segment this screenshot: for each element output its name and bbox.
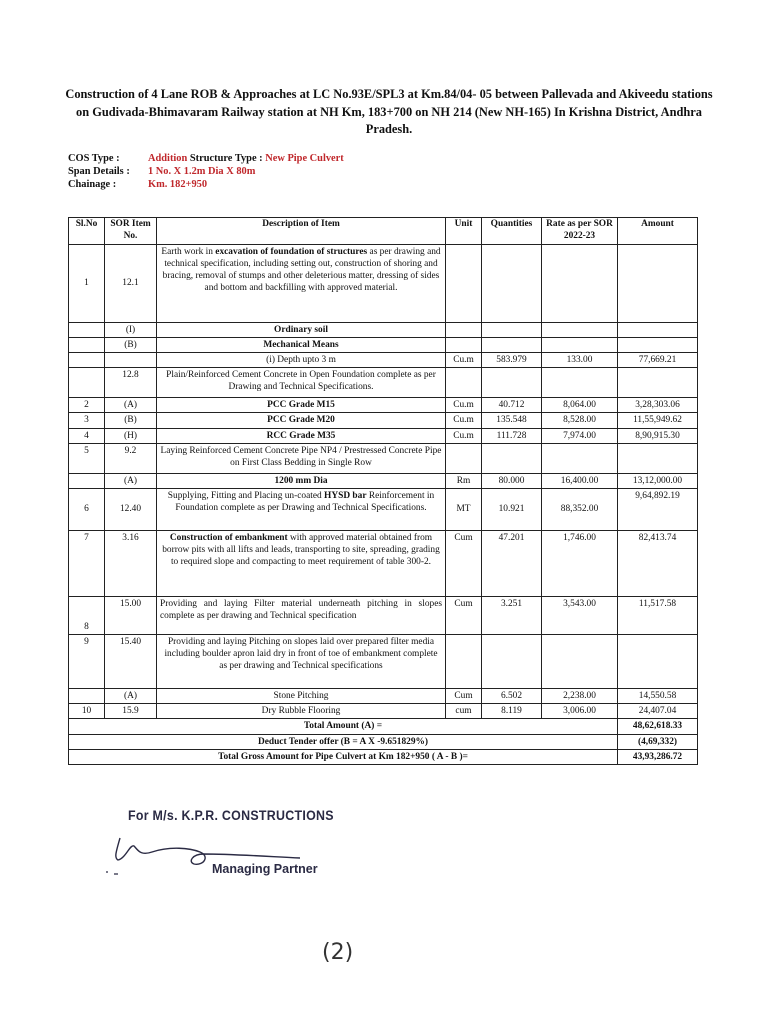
cell-description: Stone Pitching (157, 689, 446, 704)
cell-unit (446, 322, 482, 337)
chainage-line (68, 178, 344, 191)
desc-lead: Earth work in (161, 246, 216, 257)
cell-amount: 24,407.04 (618, 704, 698, 719)
cell-description: (i) Depth upto 3 m (157, 353, 446, 368)
cell-slno: 5 (69, 443, 105, 473)
cos-details (68, 152, 344, 191)
span-details-line (68, 165, 344, 178)
cell-amount: 9,64,892.19 (618, 489, 698, 531)
cell-slno (69, 353, 105, 368)
cell-sor: 15.9 (105, 704, 157, 719)
cell-description: Dry Rubble Flooring (157, 704, 446, 719)
cell-unit: Cum (446, 597, 482, 635)
deduct-value: (4,69,332) (618, 734, 698, 749)
cell-amount: 8,90,915.30 (618, 428, 698, 443)
estimate-table (68, 217, 698, 765)
cell-unit: Rm (446, 473, 482, 488)
cell-unit: cum (446, 704, 482, 719)
desc-rest: with approved material obtained from borrow pits with all lifts and leads, transporting to site, spreading, grading to required slope and compacting to meet requirement of table 300-2. (162, 533, 440, 568)
cos-type-label: COS Type : (68, 153, 120, 164)
cell-unit: Cu.m (446, 428, 482, 443)
cell-qty: 583.979 (482, 353, 542, 368)
cell-unit (446, 635, 482, 689)
cell-unit (446, 244, 482, 322)
cell-description: Laying Reinforced Cement Concrete Pipe NP4 / Prestressed Concrete Pipe on First Class Bedding in Single Row (157, 443, 446, 473)
header-slno: Sl.No (69, 218, 105, 245)
cell-qty: 135.548 (482, 413, 542, 428)
cell-description: Providing and laying Pitching on slopes laid over prepared filter media including boulder apron laid dry in front of toe of embankment complete as per drawing and Technical specifications (157, 635, 446, 689)
cell-rate (542, 244, 618, 322)
cell-amount: 13,12,000.00 (618, 473, 698, 488)
cell-rate (542, 635, 618, 689)
table-header-row (69, 218, 698, 245)
cell-amount (618, 244, 698, 322)
cell-slno: 7 (69, 531, 105, 597)
cell-amount: 11,517.58 (618, 597, 698, 635)
gross-label: Total Gross Amount for Pipe Culvert at Km 182+950 ( A - B )= (69, 749, 618, 764)
table-row (69, 337, 698, 352)
table-row (69, 473, 698, 488)
cell-description: 1200 mm Dia (157, 473, 446, 488)
cell-description: PCC Grade M20 (157, 413, 446, 428)
page-number: (2) (322, 940, 354, 965)
total-value: 48,62,618.33 (618, 719, 698, 734)
cell-sor: 15.00 (105, 597, 157, 635)
deduct-label: Deduct Tender offer (B = A X -9.651829%) (69, 734, 618, 749)
table-row (69, 322, 698, 337)
cell-rate: 133.00 (542, 353, 618, 368)
desc-bold: Construction of embankment (169, 533, 288, 544)
cell-unit (446, 368, 482, 398)
cell-description: Plain/Reinforced Cement Concrete in Open Foundation complete as per Drawing and Technical Specifications. (157, 368, 446, 398)
cell-qty: 8.119 (482, 704, 542, 719)
cell-rate: 7,974.00 (542, 428, 618, 443)
cell-rate (542, 368, 618, 398)
cell-unit: Cum (446, 531, 482, 597)
cell-description: Mechanical Means (157, 337, 446, 352)
gross-row (69, 749, 698, 764)
table-row (69, 413, 698, 428)
cell-rate: 3,543.00 (542, 597, 618, 635)
cell-qty (482, 635, 542, 689)
span-details-label: Span Details : (68, 166, 130, 177)
total-row (69, 719, 698, 734)
cell-sor: 15.40 (105, 635, 157, 689)
cell-unit: Cum (446, 689, 482, 704)
header-amount: Amount (618, 218, 698, 245)
cell-qty (482, 322, 542, 337)
cell-description: Ordinary soil (157, 322, 446, 337)
cell-description: RCC Grade M35 (157, 428, 446, 443)
table-row (69, 443, 698, 473)
cell-qty: 47.201 (482, 531, 542, 597)
desc-bold: excavation of foundation of structures (215, 246, 368, 257)
table-row (69, 353, 698, 368)
table-row (69, 368, 698, 398)
cell-sor: 12.8 (105, 368, 157, 398)
header-description: Description of Item (157, 218, 446, 245)
cell-rate (542, 322, 618, 337)
cell-rate: 8,064.00 (542, 398, 618, 413)
table-row (69, 398, 698, 413)
cell-description: PCC Grade M15 (157, 398, 446, 413)
cell-slno: 2 (69, 398, 105, 413)
cell-sor: 12.1 (105, 244, 157, 322)
cell-amount: 14,550.58 (618, 689, 698, 704)
cell-qty: 3.251 (482, 597, 542, 635)
cell-sor: (A) (105, 473, 157, 488)
cell-slno: 3 (69, 413, 105, 428)
cell-qty: 10.921 (482, 489, 542, 531)
cell-amount (618, 635, 698, 689)
cell-sor: 3.16 (105, 531, 157, 597)
cell-amount: 3,28,303.06 (618, 398, 698, 413)
cell-amount (618, 337, 698, 352)
cell-slno (69, 368, 105, 398)
cell-sor: 9.2 (105, 443, 157, 473)
cell-description (157, 244, 446, 322)
desc-rest: as per drawing and technical specification, including setting out, construction of shoring and bracing, removal of stumps and other deleterious matter, dressing of sides and bottom and backfilling with approved material. (162, 246, 441, 294)
cell-qty: 80.000 (482, 473, 542, 488)
cell-slno: 8 (69, 597, 105, 635)
cell-sor: (B) (105, 413, 157, 428)
table-row (69, 489, 698, 531)
cell-qty: 111.728 (482, 428, 542, 443)
header-quantities: Quantities (482, 218, 542, 245)
cell-rate (542, 443, 618, 473)
cell-qty (482, 368, 542, 398)
cell-qty: 6.502 (482, 689, 542, 704)
cell-rate: 2,238.00 (542, 689, 618, 704)
cell-slno: 10 (69, 704, 105, 719)
cell-rate: 16,400.00 (542, 473, 618, 488)
cell-unit: Cu.m (446, 353, 482, 368)
cell-qty (482, 244, 542, 322)
cell-rate (542, 337, 618, 352)
cell-slno: 6 (69, 489, 105, 531)
cell-unit (446, 337, 482, 352)
cell-sor (105, 353, 157, 368)
managing-partner-label: Managing Partner (212, 862, 318, 876)
header-sor-item: SOR Item No. (105, 218, 157, 245)
cell-qty: 40.712 (482, 398, 542, 413)
cell-unit: Cu.m (446, 398, 482, 413)
cell-amount: 77,669.21 (618, 353, 698, 368)
cell-slno (69, 473, 105, 488)
cell-amount (618, 443, 698, 473)
gross-value: 43,93,286.72 (618, 749, 698, 764)
cell-amount: 11,55,949.62 (618, 413, 698, 428)
header-rate: Rate as per SOR 2022-23 (542, 218, 618, 245)
desc-rest: Reinforcement in Foundation complete as per Drawing and Technical Specifications. (175, 491, 435, 514)
header-unit: Unit (446, 218, 482, 245)
table-row (69, 597, 698, 635)
table-row (69, 428, 698, 443)
cell-rate: 1,746.00 (542, 531, 618, 597)
cell-unit: Cu.m (446, 413, 482, 428)
cell-sor: (H) (105, 428, 157, 443)
cell-amount (618, 322, 698, 337)
span-details-value: 1 No. X 1.2m Dia X 80m (148, 166, 256, 177)
structure-type-value: New Pipe Culvert (265, 153, 344, 164)
cell-qty (482, 337, 542, 352)
cell-amount: 82,413.74 (618, 531, 698, 597)
chainage-value: Km. 182+950 (148, 179, 208, 190)
table-row (69, 244, 698, 322)
chainage-label: Chainage : (68, 179, 117, 190)
cell-amount (618, 368, 698, 398)
cell-sor: (A) (105, 689, 157, 704)
structure-type-label: Structure Type : (189, 153, 263, 164)
cell-description: Providing and laying Filter material underneath pitching in slopes complete as per drawing and Technical specification (157, 597, 446, 635)
table-row (69, 531, 698, 597)
table-row (69, 635, 698, 689)
cell-rate: 8,528.00 (542, 413, 618, 428)
document-title: Construction of 4 Lane ROB & Approaches at LC No.93E/SPL3 at Km.84/04- 05 between Pallevada and Akiveedu stations on Gudivada-Bhimavaram Railway station at NH Km, 183+700 on NH 214 (New NH-165) In Krishna District, Andhra Pradesh. (65, 87, 713, 136)
cell-slno: 4 (69, 428, 105, 443)
desc-lead: Supplying, Fitting and Placing un-coated (167, 491, 325, 502)
cos-type-value: Addition (148, 153, 188, 164)
cell-slno (69, 689, 105, 704)
cos-type-line (68, 152, 344, 165)
cell-slno (69, 337, 105, 352)
cell-slno (69, 322, 105, 337)
cell-sor: (B) (105, 337, 157, 352)
deduct-row (69, 734, 698, 749)
desc-bold: HYSD bar (324, 491, 367, 502)
cell-slno: 9 (69, 635, 105, 689)
cell-description (157, 489, 446, 531)
cell-sor: (I) (105, 322, 157, 337)
cell-qty (482, 443, 542, 473)
cell-sor: (A) (105, 398, 157, 413)
company-stamp: For M/s. K.P.R. CONSTRUCTIONS (128, 808, 334, 823)
total-label: Total Amount (A) = (69, 719, 618, 734)
table-row (69, 689, 698, 704)
cell-rate: 88,352.00 (542, 489, 618, 531)
cell-unit (446, 443, 482, 473)
signature-scribble (100, 828, 320, 890)
cell-unit: MT (446, 489, 482, 531)
cell-sor: 12.40 (105, 489, 157, 531)
cell-rate: 3,006.00 (542, 704, 618, 719)
cell-slno: 1 (69, 244, 105, 322)
table-row (69, 704, 698, 719)
cell-description (157, 531, 446, 597)
